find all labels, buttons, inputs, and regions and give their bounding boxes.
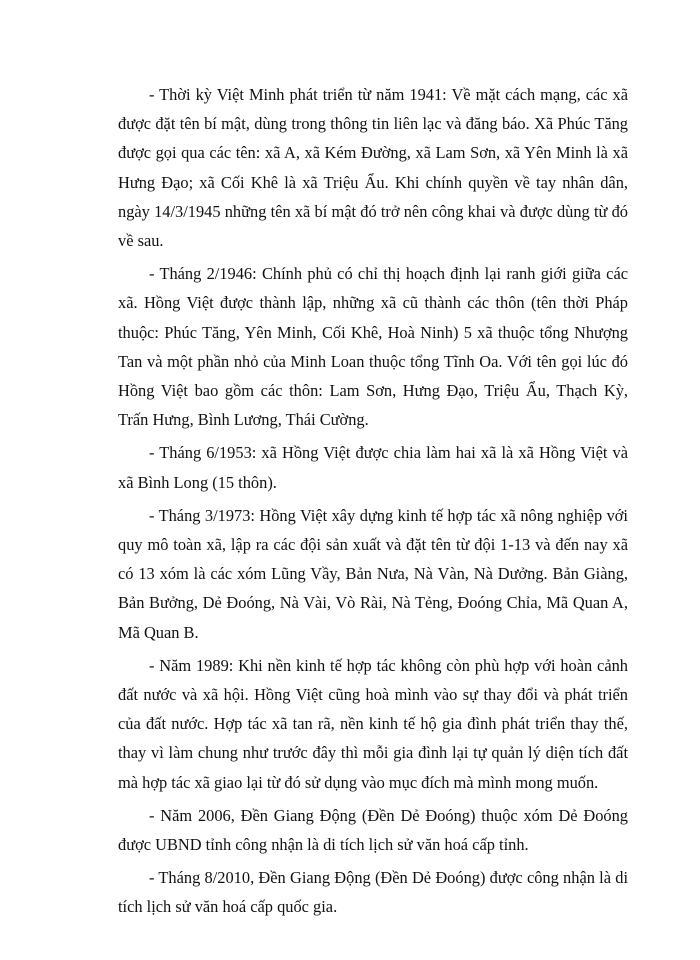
paragraph-1973: - Tháng 3/1973: Hồng Việt xây dựng kinh tế hợp tác xã nông nghiệp với quy mô toàn xã, lập ra các đội sản xuất và đặt tên từ đội 1-13 và đến nay xã có 13 xóm là các xóm Lũng Vầy, Bản Nưa, Nà Vàn, Nà Dưởng. Bản Giàng, Bản Bưởng, Dẻ Đoóng, Nà Vài, Vò Rài, Nà Tẻng, Đoóng Chỉa, Mã Quan A, Mã Quan B. [118, 505, 628, 642]
paragraph-1946: - Tháng 2/1946: Chính phủ có chỉ thị hoạch định lại ranh giới giữa các xã. Hồng Việt được thành lập, những xã cũ thành các thôn (tên thời Pháp thuộc: Phúc Tăng, Yên Minh, Cối Khê, Hoà Ninh) 5 xã thuộc tổng Nhượng Tan và một phần nhỏ của Minh Loan thuộc tổng Tĩnh Oa. Với tên gọi lúc đó Hồng Việt bao gồm các thôn: Lam Sơn, Hưng Đạo, Triệu Ẩu, Thạch Kỳ, Trấn Hưng, Bình Lương, Thái Cường. [118, 264, 628, 430]
paragraph-2006: - Năm 2006, Đền Giang Động (Đền Dẻ Đoóng) thuộc xóm Dẻ Đoóng được UBND tỉnh công nhận là di tích lịch sử văn hoá cấp tỉnh. [118, 805, 628, 855]
paragraph-1953: - Tháng 6/1953: xã Hồng Việt được chia làm hai xã là xã Hồng Việt và xã Bình Long (15 thôn). [118, 443, 628, 492]
document-body [118, 80, 628, 926]
paragraph-2010: - Tháng 8/2010, Đền Giang Động (Đền Dẻ Đoóng) được công nhận là di tích lịch sử văn hoá cấp quốc gia. [118, 868, 628, 917]
paragraph-viet-minh-1941: - Thời kỳ Việt Minh phát triển từ năm 1941: Về mặt cách mạng, các xã được đặt tên bí mật, dùng trong thông tin liên lạc và đăng báo. Xã Phúc Tăng được gọi qua các tên: xã A, xã Kém Đường, xã Lam Sơn, xã Yên Minh là xã Hưng Đạo; xã Cối Khê là xã Triệu Ẩu. Khi chính quyền về tay nhân dân, ngày 14/3/1945 những tên xã bí mật đó trở nên công khai và được dùng từ đó về sau. [118, 85, 628, 251]
paragraph-1989: - Năm 1989: Khi nền kinh tế hợp tác không còn phù hợp với hoàn cảnh đất nước và xã hội. Hồng Việt cũng hoà mình vào sự thay đổi và phát triển của đất nước. Hợp tác xã tan rã, nền kinh tế hộ gia đình phát triển thay thế, thay vì làm chung như trước đây thì mỗi gia đình lại tự quản lý diện tích đất mà hợp tác xã giao lại từ đó sử dụng vào mục đích mà mình mong muốn. [118, 655, 628, 792]
